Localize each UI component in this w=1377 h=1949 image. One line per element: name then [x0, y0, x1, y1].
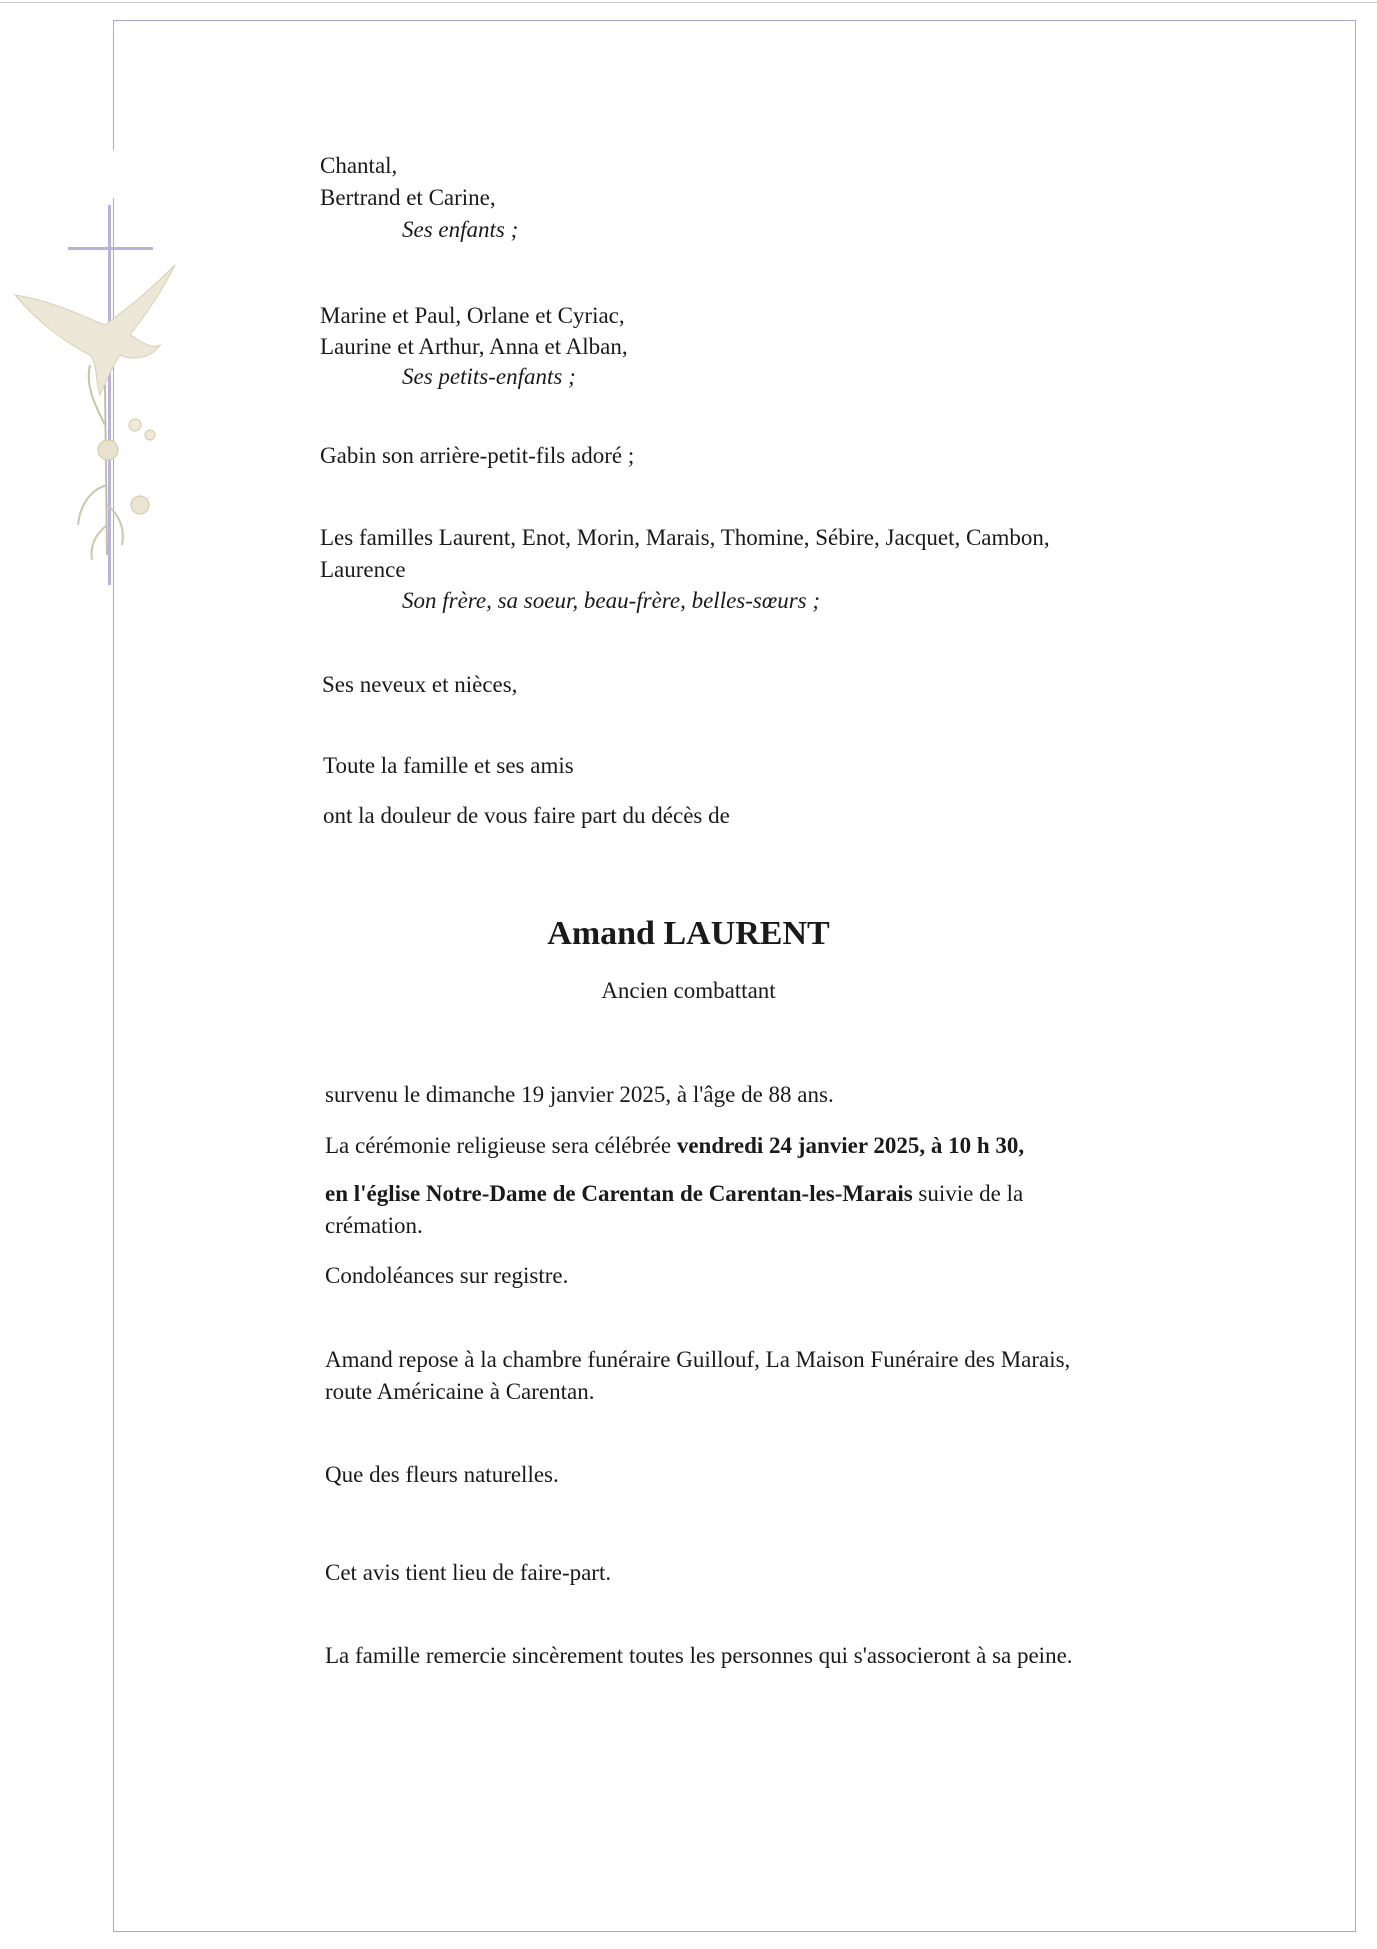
grandchildren-line-1: Marine et Paul, Orlane et Cyriac,	[320, 303, 625, 328]
nephews: Ses neveux et nièces,	[322, 672, 518, 697]
ceremony-date: vendredi 24 janvier 2025, à 10 h 30,	[676, 1133, 1025, 1158]
church-suffix: suivie de la	[912, 1181, 1024, 1206]
rest-line-1: Amand repose à la chambre funéraire Guillouf, La Maison Funéraire des Marais,	[325, 1347, 1071, 1372]
condolences: Condoléances sur registre.	[325, 1263, 569, 1288]
cross-horizontal-bar	[68, 247, 153, 250]
families-line-1: Les familles Laurent, Enot, Morin, Marais, Thomine, Sébire, Jacquet, Cambon,	[320, 525, 1050, 550]
death-date: survenu le dimanche 19 janvier 2025, à l'âge de 88 ans.	[325, 1082, 834, 1107]
scan-edge-line	[0, 2, 1377, 3]
deceased-name: Amand LAURENT	[547, 915, 830, 952]
ceremony-line	[325, 1130, 1024, 1162]
child-line-1: Chantal,	[320, 153, 398, 178]
border-gap	[108, 150, 116, 198]
ceremony-prefix: La cérémonie religieuse sera célébrée	[325, 1133, 677, 1158]
grandchildren-role: Ses petits-enfants ;	[402, 364, 576, 389]
deceased-title: Ancien combattant	[601, 978, 776, 1003]
announcement: ont la douleur de vous faire part du décès de	[323, 803, 730, 828]
child-line-2: Bertrand et Carine,	[320, 185, 496, 210]
cremation: crémation.	[325, 1213, 423, 1238]
grandchildren-line-2: Laurine et Arthur, Anna et Alban,	[320, 334, 628, 359]
all-family: Toute la famille et ses amis	[323, 753, 574, 778]
thanks: La famille remercie sincèrement toutes les personnes qui s'associeront à sa peine.	[325, 1643, 1073, 1668]
church-line	[325, 1178, 1023, 1210]
church-name: en l'église Notre-Dame de Carentan de Carentan-les-Marais	[325, 1181, 913, 1206]
flowers: Que des fleurs naturelles.	[325, 1462, 559, 1487]
dove-flowers-icon	[10, 255, 200, 575]
families-line-2: Laurence	[320, 557, 406, 582]
rest-line-2: route Américaine à Carentan.	[325, 1379, 595, 1404]
great-grandchild: Gabin son arrière-petit-fils adoré ;	[320, 443, 635, 468]
notice: Cet avis tient lieu de faire-part.	[325, 1560, 612, 1585]
children-role: Ses enfants ;	[402, 217, 519, 242]
families-role: Son frère, sa soeur, beau-frère, belles-sœurs ;	[402, 588, 820, 613]
